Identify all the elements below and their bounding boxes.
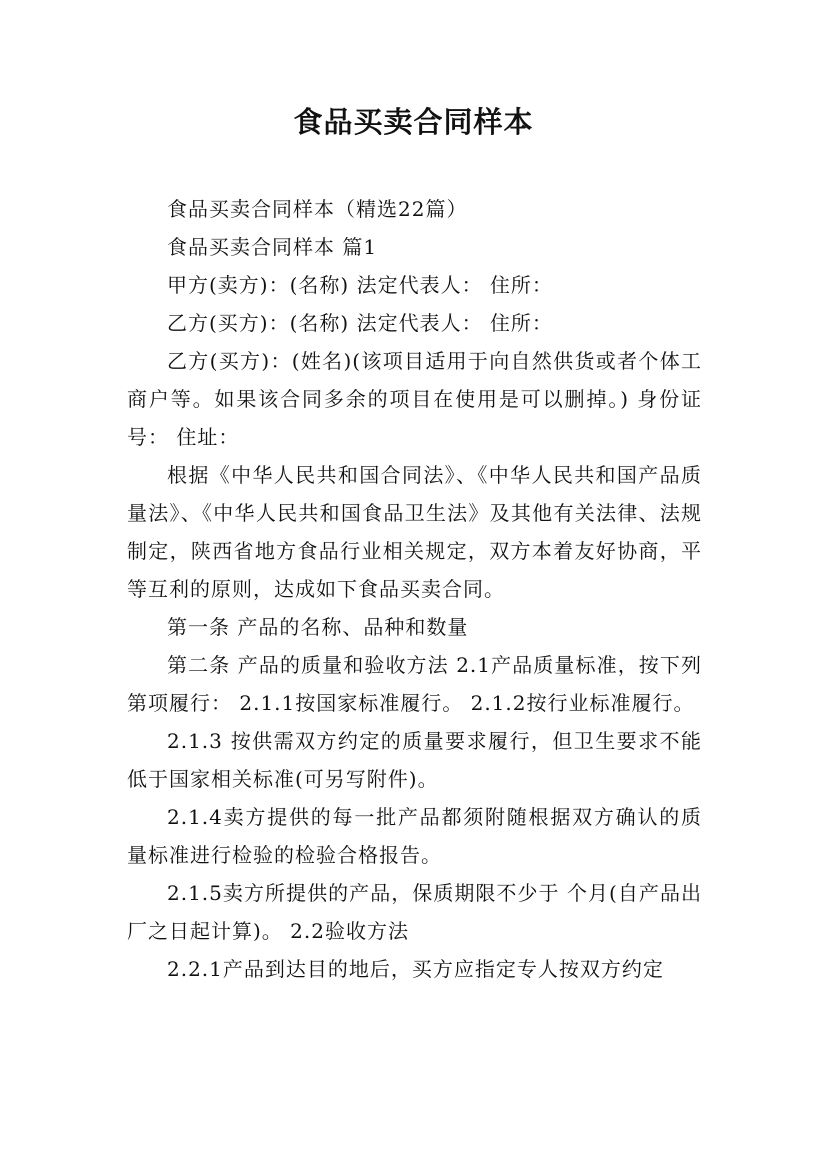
paragraph-clause-2-1-3: 2.1.3 按供需双方约定的质量要求履行，但卫生要求不能低于国家相关标准(可另写附件)。 xyxy=(127,729,702,791)
paragraph-section-heading: 食品买卖合同样本 篇1 xyxy=(167,235,378,259)
paragraph-party-b-individual: 乙方(买方)：(姓名)(该项目适用于向自然供货或者个体工商户等。如果该合同多余的项目在使用是可以删掉。) 身份证号： 住址： xyxy=(127,349,702,449)
paragraph-legal-basis: 根据《中华人民共和国合同法》、《中华人民共和国产品质量法》、《中华人民共和国食品卫生法》及其他有关法律、法规制定，陕西省地方食品行业相关规定，双方本着友好协商，平等互利的原则，达成如下食品买卖合同。 xyxy=(127,463,702,601)
paragraph-clause-2-1-4: 2.1.4卖方提供的每一批产品都须附随根据双方确认的质量标准进行检验的检验合格报告。 xyxy=(127,805,702,867)
document-title: 食品买卖合同样本 xyxy=(293,105,534,139)
paragraph-clause-2-2-1: 2.2.1产品到达目的地后，买方应指定专人按双方约定 xyxy=(167,957,664,981)
paragraph-clause-2-1-5: 2.1.5卖方所提供的产品，保质期限不少于 个月(自产品出厂之日起计算)。 2.2验收方法 xyxy=(127,881,702,943)
paragraph-party-b: 乙方(买方)：(名称) 法定代表人： 住所： xyxy=(167,311,553,335)
paragraph-article-2: 第二条 产品的质量和验收方法 2.1产品质量标准，按下列第项履行： 2.1.1按国家标准履行。 2.1.2按行业标准履行。 xyxy=(127,653,702,715)
document-body xyxy=(127,190,702,988)
paragraph-party-a: 甲方(卖方)：(名称) 法定代表人： 住所： xyxy=(167,273,553,297)
paragraph-subtitle: 食品买卖合同样本（精选22篇） xyxy=(167,197,468,221)
paragraph-article-1: 第一条 产品的名称、品种和数量 xyxy=(167,615,469,639)
